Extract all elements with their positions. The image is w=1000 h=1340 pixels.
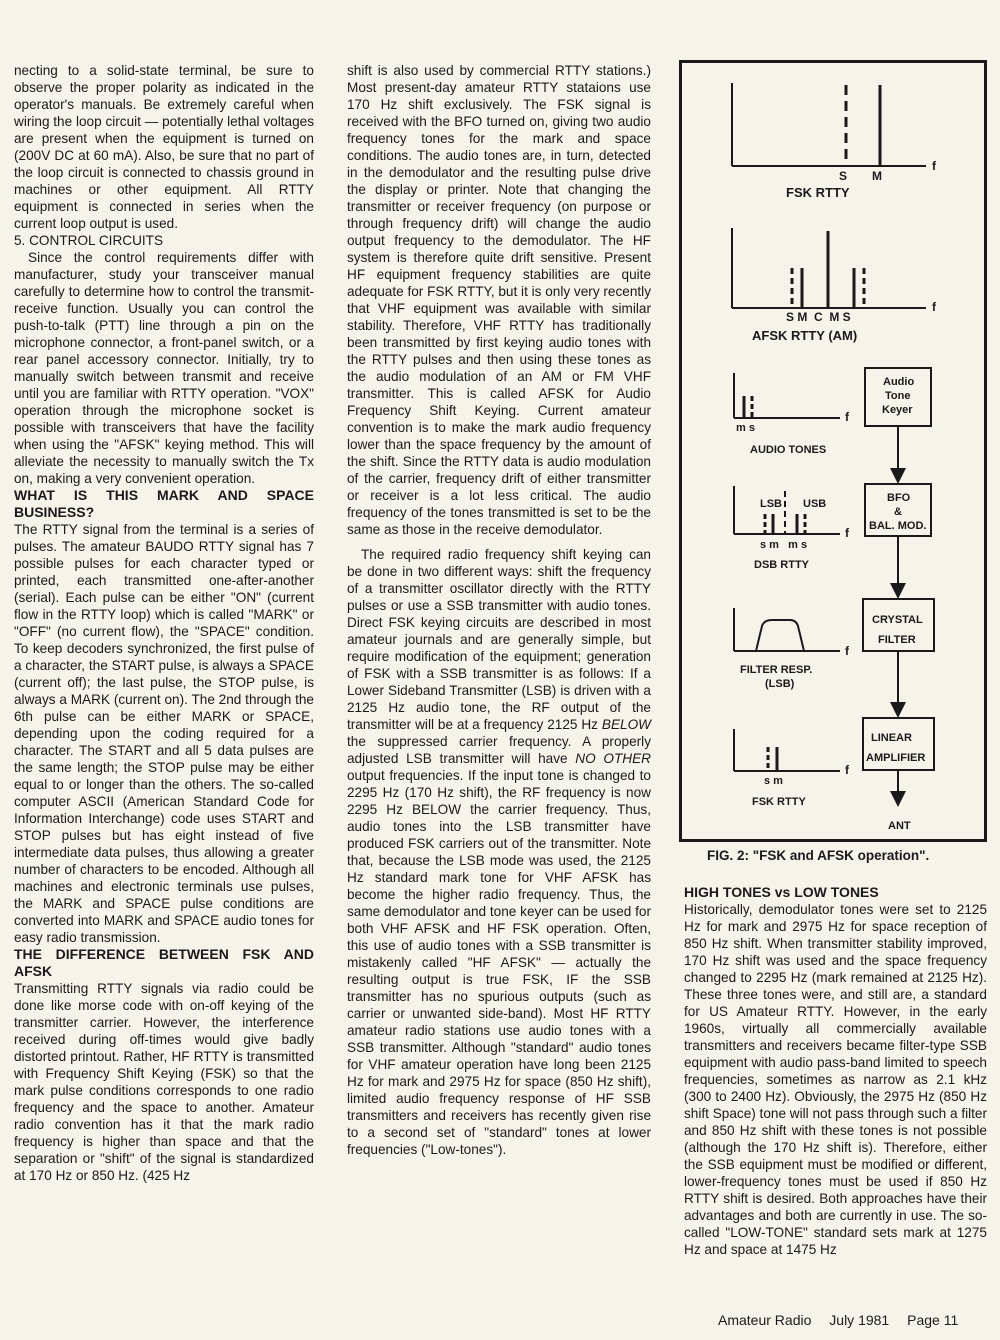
lsb-label: LSB — [760, 498, 782, 510]
box3-line1: CRYSTAL — [872, 614, 923, 626]
paragraph: Transmitting RTTY signals via radio could be done like morse code with on-off keying of the transmitter carrier. However, the interference received during off-times would give badly distorted printout. Rather, HF RTTY is transmitted with Frequency Shift Keying (FSK) so that the mark pulse conditions corresponds to one radio frequency and the space to another. Amateur radio convention has it that the mark radio frequency is higher than space and that the separation or "shift" of the signal is standardized at 170 Hz or 850 Hz. (425 Hz — [14, 981, 314, 1183]
box1-line1: Audio — [883, 376, 915, 388]
paragraph: shift is also used by commercial RTTY stations.) Most present-day amateur RTTY stataions use 170 Hz shift exclusively. The FSK signal is received with the BFO turned on, giving two audio frequency tones for the mark and space conditions. The audio tones are, in turn, detected in the demodulator and the resulting pulse drive the display or printer. Note that changing the transmitter or receiver frequency (on purpose or through frequency drift) will change the audio output frequency to the demodulator. The HF system is therefore quite drift sensitive. Present HF equipment frequency stabilities are quite adequate for FSK RTTY, but it is only very recently that VHF equipment was available with similar stability. Therefore, VHF RTTY has traditionally been transmitted by first keying audio tones with the RTTY pulses and then using these tones as the audio modulation of an AM or FM VHF transmitter. This is called AFSK for Audio Frequency Shift Keying. Current amateur convention is to make the mark audio frequency lower than the space frequency by the amount of the shift. Since the RTTY data is audio modulation of the carrier, frequency drift of either transmitter or receiver is a lot less critical. The audio frequency of the tones transmitted is set to be the same as those in the receive demodulator. — [347, 63, 651, 537]
box2-line2: & — [894, 506, 902, 518]
text-run: The required radio frequency shift keying can be done in two different ways: shift the frequency of a transmitter oscillator directly with the RTTY pulses or use a SSB transmitter with audio tones. Direct FSK keying circuits are described in most amateur journals and are generally simple, but require modification of the equipment; generation of FSK with a SSB transmitter is as follows: If a Lower Sideband Transmitter (LSB) is driven with a 2125 Hz audio tone, the RF output of the transmitter will be at a frequency 2125 Hz — [347, 547, 651, 732]
fsk-m-label: M — [872, 169, 882, 183]
box2-line1: BFO — [887, 492, 911, 504]
footer-page: Page 11 — [907, 1312, 959, 1328]
section-heading-tones: HIGH TONES vs LOW TONES — [684, 884, 879, 900]
paragraph: necting to a solid-state terminal, be sure to observe the proper polarity as indicated in the operator's manuals. Be extremely careful when wiring the loop circuit — potentially lethal voltages are present when the equipment is turned on (200V DC at 60 mA). Also, be sure that no part of the loop circuit is connected to chassis ground in machines or other equipment. All RTTY equipment is connected in series when the current loop output is used. — [14, 63, 314, 231]
filter-title: FILTER RESP. — [740, 664, 813, 676]
box4-line1: LINEAR — [871, 732, 912, 744]
ant-label: ANT — [888, 820, 911, 832]
fsk-f-label: f — [932, 159, 936, 173]
filter-sub: (LSB) — [765, 678, 795, 690]
text-run: output frequencies. If the input tone is changed to 2295 Hz (170 Hz shift), the RF frequency is now 2295 Hz BELOW the carrier frequency. Thus, audio tones into the LSB transmitter have produced FSK carriers out of the transmitter. Note that, because the LSB mode was used, the 2125 Hz standard mark tone for VHF AFSK has become the higher radio frequency. Thus, the same demodulator and tone keyer can be used for both VHF AFSK and HF FSK operation. Often, this use of audio tones with a SSB transmitter is mistakenly called "HF AFSK" — actually the resulting output is true FSK, IF the SSB transmitter has no spurious outputs (such as carrier or unwanted side-band). Most HF RTTY amateur radio stations use audio tones with a SSB transmitter. Although "standard" audio tones for VHF amateur operation have long been 2125 Hz for mark and 2975 Hz for space (850 Hz shift), limited audio frequency response of HF SSB transmitters and receivers has recently given rise to a second set of "standard" tones at lower frequencies ("Low-tones"). — [347, 768, 651, 1157]
fsk-s-label: S — [839, 169, 848, 183]
paragraph: The RTTY signal from the terminal is a series of pulses. The amateur BAUDO RTTY signal has 7 possible pulses for each character typed or printed, each transmitted one-after-another (serial). Each pulse can be either "ON" (current flow in the RTTY loop) which is called "MARK" or "OFF" (no current flow), the "SPACE" condition. To keep decoders synchronized, the first pulse of a character, the START pulse, is always a SPACE (current off); the last pulse, the STOP pulse, is always a MARK (current on). The 2nd through the 6th pulse can be either MARK or SPACE, depending upon the coding required for a character. The START and all 5 data pulses are the same length; the STOP pulse may be either equal to or longer than the others. The so-called computer ASCII (American Standard Code for Information Interchange) code uses START and STOP pulses but has eight instead of five intermediate data pulses, thus allowing a greater number of characters to be encoded. Although all machines and electronic terminals use pulses, the MARK and SPACE pulse conditions are converted into MARK and SPACE audio tones for easy radio transmission. — [14, 522, 314, 945]
usb-label: USB — [803, 498, 827, 510]
section-heading-mark-space: WHAT IS THIS MARK AND SPACE BUSINESS? — [14, 487, 314, 520]
box1-line3: Keyer — [882, 404, 913, 416]
filter-f-label: f — [845, 644, 849, 658]
text-run: the suppressed carrier frequency. A properly adjusted LSB transmitter will have — [347, 734, 651, 766]
dsb-f-label: f — [845, 526, 849, 540]
afsk-f-label: f — [932, 300, 936, 314]
column-1 — [14, 62, 314, 1184]
fsk-title: FSK RTTY — [786, 185, 850, 200]
paragraph: Since the control requirements differ with manufacturer, study your transceiver manual carefully to determine how to control the transmit-receive function. Usually you can control the push-to-talk (PTT) line through a pin on the microphone connector, a front-panel switch, or a rear panel accessory connector. Initially, try to manually switch between transmit and receive until you are familiar with RTTY operation. "VOX" operation through the microphone socket is possible with transceivers that have the facility when using the "AFSK" keying method. This will alleviate the necessity to manually switch the Tx on, making a very convenient operation. — [14, 250, 314, 486]
afsk-marks: S M C M S — [786, 310, 851, 324]
box4-line2: AMPLIFIER — [866, 752, 926, 764]
fsk-afsk-diagram — [682, 63, 984, 839]
box2-line3: BAL. MOD. — [869, 520, 927, 532]
emphasis: NO OTHER — [575, 751, 651, 766]
footer-magazine: Amateur Radio — [718, 1312, 812, 1328]
audio-f-label: f — [845, 410, 849, 424]
dsb-marks: s m m s — [760, 539, 808, 551]
afsk-title: AFSK RTTY (AM) — [752, 328, 858, 343]
fsk2-sm: s m — [764, 775, 783, 787]
paragraph — [347, 546, 651, 1158]
audio-title: AUDIO TONES — [750, 444, 827, 456]
section-heading-control-circuits: 5. CONTROL CIRCUITS — [14, 233, 164, 248]
box1-line2: Tone — [885, 390, 911, 402]
box3-line2: FILTER — [878, 634, 916, 646]
footer-date: July 1981 — [829, 1312, 890, 1328]
column-3 — [684, 884, 987, 1258]
paragraph: Historically, demodulator tones were set to 2125 Hz for mark and 2975 Hz for space reception of 850 Hz shift. When transmitter stability improved, 170 Hz shift was used and the space frequency changed to 2295 Hz (mark remained at 2125 Hz). These three tones were, and still are, a standard for US Amateur RTTY. However, in the early 1960s, virtually all commercially available transmitters and receivers became filter-type SSB equipment with audio pass-band limited to speech frequencies, sometimes as narrow as 2.1 kHz (300 to 2400 Hz). Obviously, the 2975 Hz (850 Hz shift Space) tone will not pass through such a filter and 850 Hz shift with these tones is not possible (although the 170 Hz shift is). Therefore, either the SSB equipment must be modified or different, lower-frequency tones must be used if 850 Hz RTTY shift is desired. Both approaches have their advantages and both are currently in use. The so-called "LOW-TONE" standard sets mark at 1275 Hz and space at 1475 Hz — [684, 902, 987, 1257]
section-heading-fsk-afsk: THE DIFFERENCE BETWEEN FSK AND AFSK — [14, 946, 314, 979]
filter-curve — [756, 620, 804, 651]
audio-ms: m s — [736, 422, 755, 434]
figure-2 — [679, 60, 987, 842]
fsk2-f-label: f — [845, 763, 849, 777]
figure-caption: FIG. 2: "FSK and AFSK operation". — [707, 848, 930, 863]
column-2 — [347, 62, 651, 1158]
fsk2-title: FSK RTTY — [752, 796, 806, 808]
page-footer — [718, 1312, 972, 1328]
dsb-title: DSB RTTY — [754, 559, 809, 571]
emphasis: BELOW — [601, 717, 651, 732]
